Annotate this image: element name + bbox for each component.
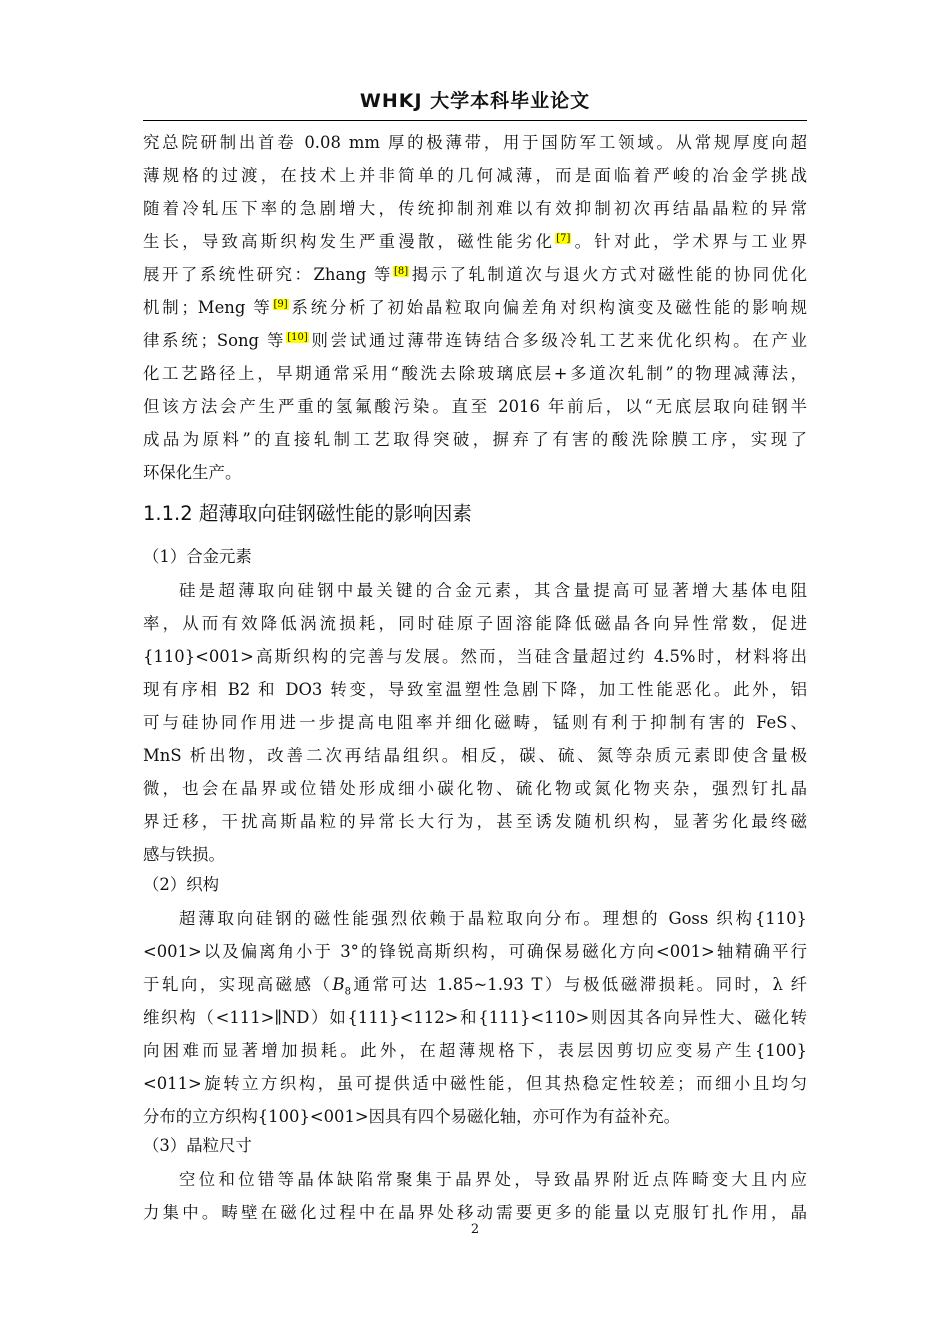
- text-line: 空位和位错等晶体缺陷常聚集于晶界处，导致晶界附近点阵畸变大且内应: [179, 1170, 807, 1189]
- page-header: [143, 84, 807, 121]
- text-line: 维织构（<111>∥ND）如{111}<112>和{111}<110>则因其各向异性大、磁化转: [143, 1008, 807, 1027]
- text-line: {110}<001>高斯织构的完善与发展。然而，当硅含量超过约 4.5%时，材料将出: [143, 647, 807, 666]
- text-line: 硅是超薄取向硅钢中最关键的合金元素，其含量提高可显著增大基体电阻: [179, 581, 807, 600]
- text-line: 微，也会在晶界或位错处形成细小碳化物、硫化物或氮化物夹杂，强烈钉扎晶: [143, 779, 807, 798]
- citation-9[interactable]: [9]: [273, 298, 288, 310]
- text-line: 率，从而有效降低涡流损耗，同时硅原子固溶能降低磁晶各向异性常数，促进: [143, 614, 807, 633]
- text-line: 可与硅协同作用进一步提高电阻率并细化磁畴，锰则有利于抑制有害的 FeS、: [143, 713, 807, 732]
- text-line: 化工艺路径上，早期通常采用“酸洗去除玻璃底层+多道次轧制”的物理减薄法，: [143, 364, 807, 383]
- text-line: <001>以及偏离角小于 3°的锋锐高斯织构，可确保易磁化方向<001>轴精确平行: [143, 942, 807, 961]
- text-span: 则尝试通过薄带连铸结合多级冷轧工艺来优化织构。在产业: [308, 331, 808, 350]
- text-line: 薄规格的过渡，在技术上并非简单的几何减薄，而是面临着严峻的冶金学挑战: [143, 166, 807, 185]
- subsection-heading-grain: （3）晶粒尺寸: [143, 1136, 252, 1155]
- text-line: 超薄取向硅钢的磁性能强烈依赖于晶粒取向分布。理想的 Goss 织构{110}: [179, 909, 807, 928]
- text-line: 究总院研制出首卷 0.08 mm 厚的极薄带，用于国防军工领域。从常规厚度向超: [143, 133, 807, 152]
- symbol-b: B: [332, 975, 345, 994]
- text-span: 揭示了轧制道次与退火方式对磁性能的协同优化: [409, 265, 807, 284]
- text-line: 随着冷轧压下率的急剧增大，传统抑制剂难以有效抑制初次再结晶晶粒的异常: [143, 199, 807, 218]
- text-span: 机制；Meng 等: [143, 298, 273, 317]
- citation-7[interactable]: [7]: [556, 232, 571, 244]
- text-line: 力集中。畴壁在磁化过程中在晶界处移动需要更多的能量以克服钉扎作用，晶: [143, 1203, 807, 1222]
- header-title: WHKJ 大学本科毕业论文: [359, 90, 591, 112]
- page-number: 2: [470, 1222, 480, 1237]
- text-line: [143, 258, 807, 292]
- text-line: 但该方法会产生严重的氢氟酸污染。直至 2016 年前后，以“无底层取向硅钢半: [143, 397, 807, 416]
- subsection-heading-texture: （2）织构: [143, 875, 219, 894]
- text-span: 生长，导致高斯织构发生严重漫散，磁性能劣化: [143, 232, 556, 251]
- text-span: 于轧向，实现高磁感（: [143, 975, 333, 994]
- text-line: [143, 225, 807, 259]
- section-heading: 1.1.2 超薄取向硅钢磁性能的影响因素: [143, 502, 472, 525]
- text-span: 律系统；Song 等: [143, 331, 287, 350]
- text-line: [143, 324, 807, 358]
- text-line: 界迁移，干扰高斯晶粒的异常长大行为，甚至诱发随机织构，显著劣化最终磁: [143, 812, 807, 831]
- text-line: 环保化生产。: [143, 463, 242, 482]
- text-line: 现有序相 B2 和 DO3 转变，导致室温塑性急剧下降，加工性能恶化。此外，铝: [143, 680, 807, 699]
- text-line: <011>旋转立方织构，虽可提供适中磁性能，但其热稳定性较差；而细小且均匀: [143, 1074, 807, 1093]
- text-span: 通常可达 1.85~1.93 T）与极低磁滞损耗。同时，λ 纤: [350, 975, 808, 994]
- text-line: 向困难而显著增加损耗。此外，在超薄规格下，表层因剪切应变易产生{100}: [143, 1041, 807, 1060]
- symbol-subscript: 8: [344, 986, 351, 998]
- text-line: 成品为原料”的直接轧制工艺取得突破，摒弃了有害的酸洗除膜工序，实现了: [143, 430, 807, 449]
- citation-10[interactable]: [10]: [287, 331, 308, 343]
- text-line: [143, 968, 807, 1002]
- text-line: 感与铁损。: [143, 845, 225, 864]
- text-line: MnS 析出物，改善二次再结晶组织。相反，碳、硫、氮等杂质元素即使含量极: [143, 746, 807, 765]
- text-span: 展开了系统性研究：Zhang 等: [143, 265, 393, 284]
- text-line: [143, 291, 807, 325]
- text-line: 分布的立方织构{100}<001>因具有四个易磁化轴，亦可作为有益补充。: [143, 1107, 681, 1126]
- text-span: 系统分析了初始晶粒取向偏差角对织构演变及磁性能的影响规: [288, 298, 807, 317]
- subsection-heading-alloy: （1）合金元素: [143, 547, 252, 566]
- text-span: 。针对此，学术界与工业界: [571, 232, 808, 251]
- citation-8[interactable]: [8]: [393, 265, 409, 277]
